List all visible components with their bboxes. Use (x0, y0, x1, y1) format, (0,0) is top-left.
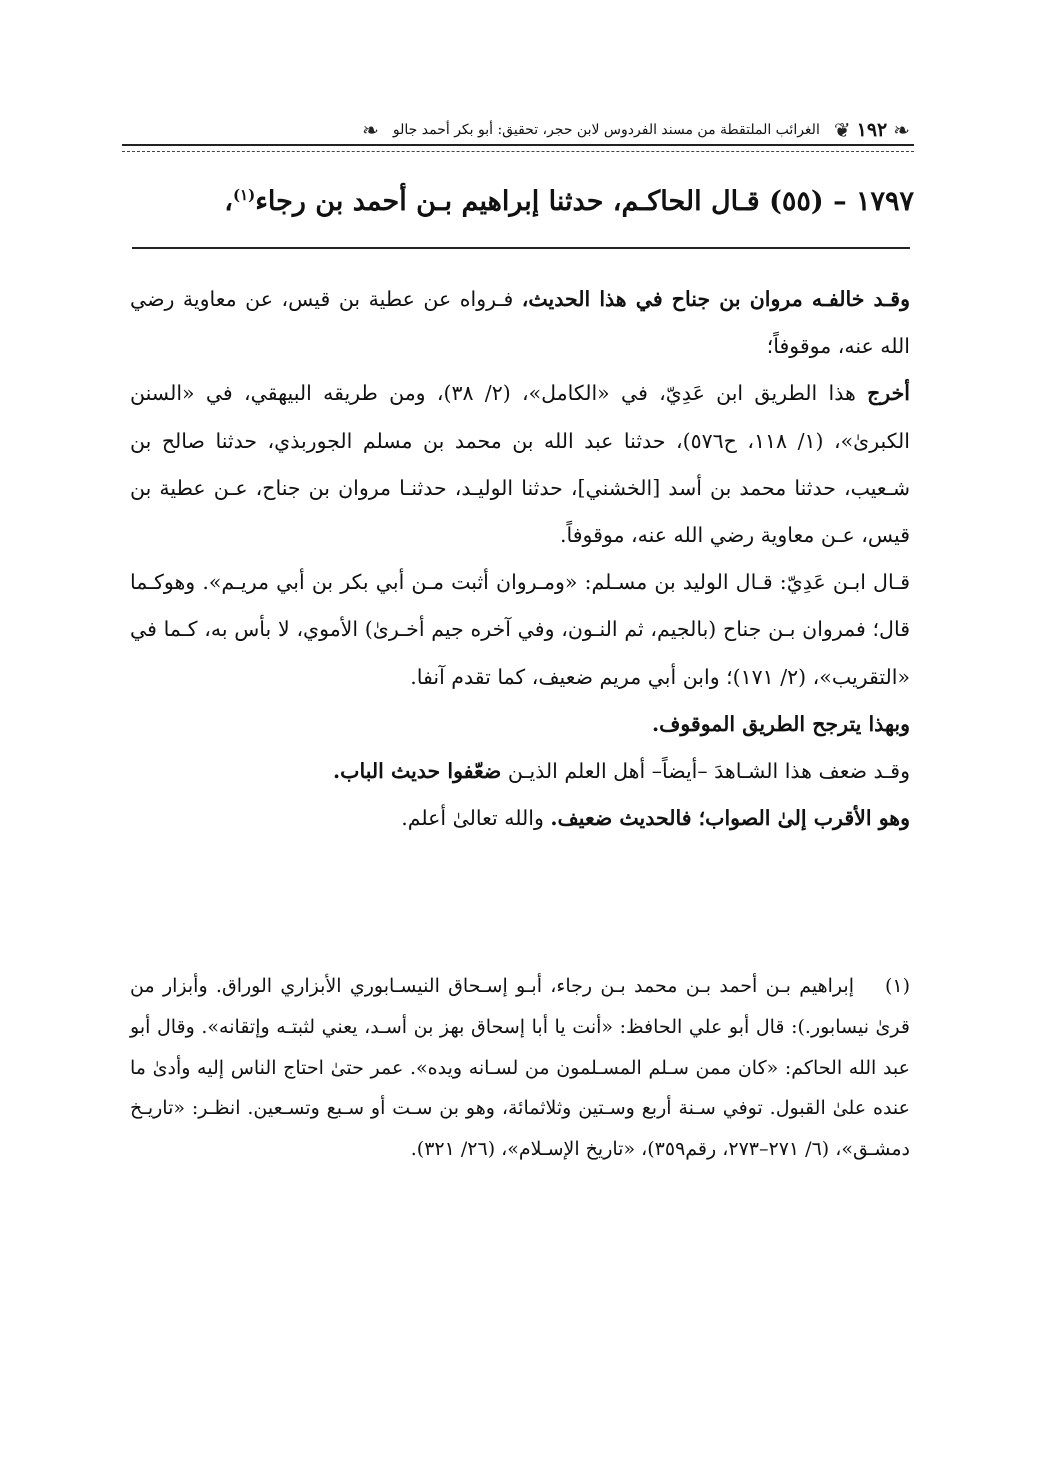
footnote-marker: (١) (884, 975, 910, 997)
paragraph-bold: وهو الأقرب إلىٰ الصواب؛ فالحديث ضعيف. (550, 806, 910, 831)
ornament-left-icon: ❦ (833, 118, 851, 142)
header-rule (122, 144, 914, 152)
paragraph (130, 370, 910, 559)
paragraph-text: هذا الطريق ابن عَدِيّ، في «الكامل»، (٢/ ٣٨)، ومن طريقه البيهقي، في «السنن الكبرىٰ»، (١/ ١١٨، ح٥٧٦)، حدثنا عبد الله بن محمد بن مسلم الجوربذي، حدثنا صالح بن شـعيب، حدثنا محمد بن أسد [الخشني]، حدثنا الوليـد، حدثنـا مروان بن جناح، عـن عطية بن قيس، عـن معاوية رضي الله عنه، موقوفاً. (130, 381, 910, 548)
separator-line (132, 247, 910, 249)
paragraph-bold: وقـد خالفـه مروان بن جناح في هذا الحديث، (521, 287, 910, 311)
ornament-right-icon: ❧ (362, 118, 379, 142)
footnote-ref: (١) (232, 186, 256, 204)
paragraph-bold: أخرج (867, 381, 910, 406)
footnote-text: إبراهيم بـن أحمد بـن محمد بـن رجاء، أبـو إسـحاق النيسـابوري الأبزاري الوراق. وأبزار من قرىٰ نيسابور.): قال أبو علي الحافظ: «أنت يا أبا إسحاق بهز بن أسـد، يعني لثبتـه وإتقانه». وقال أبو عبد الله الحاكم: «كان ممن سـلم المسـلمون من لسـانه ويده». عمر حتىٰ احتاج الناس إليه وأدىٰ ما عنده علىٰ القبول. توفي سـنة أربع وسـتين وثلاثمائة، وهو بن سـت أو سـبع وتسـعين. انظـر: «تاريـخ دمشـق»، (٦/ ٢٧١–٢٧٣، رقم٣٥٩)، «تاريخ الإسـلام»، (٢٦/ ٣٢١). (130, 975, 910, 1161)
commentary-body (130, 276, 910, 842)
running-header (122, 112, 914, 148)
ornament-right-icon: ❧ (893, 118, 910, 142)
paragraph (130, 276, 910, 370)
paragraph-text: والله تعالىٰ أعلم. (401, 806, 551, 831)
hadith-heading (124, 172, 914, 225)
footnote-paragraph (130, 966, 910, 1170)
page-number: ١٩٢ (856, 119, 888, 141)
paragraph: وبهذا يترجح الطريق الموقوف. (651, 711, 910, 736)
paragraph-text: فـرواه عن عطية بن قيس، عن معاوية رضي الله عنه، موقوفاً؛ (130, 287, 910, 359)
paragraph-bold: ضعّفوا حديث الباب. (333, 759, 502, 784)
footnote (130, 966, 910, 1170)
heading-trail: ، (224, 186, 233, 217)
paragraph: قـال ابـن عَدِيّ: قـال الوليد بن مسـلم: «ومـروان أثبت مـن أبي بكر بن أبي مريـم». وهوكـما قال؛ فمروان بـن جناح (بالجيم، ثم النـون، وفي آخره جيم أخـرىٰ) الأموي، لا بأس به، كـما في «التقريب»، (٢/ ١٧١)؛ وابن أبي مريم ضعيف، كما تقدم آنفا. (130, 570, 910, 689)
hadith-heading-text: ١٧٩٧ – (٥٥) قـال الحاكـم، حدثنا إبراهيم بـن أحمد بن رجاء (255, 186, 914, 217)
header-line (122, 118, 914, 142)
paragraph (130, 748, 910, 795)
paragraph (130, 795, 910, 842)
book-title: الغرائب الملتقطة من مسند الفردوس لابن حجر، تحقيق: أبو بكر أحمد جالو (392, 122, 820, 138)
paragraph-text: وقـد ضعف هذا الشـاهدَ –أيضاً– أهل العلم الذيـن (501, 759, 910, 784)
